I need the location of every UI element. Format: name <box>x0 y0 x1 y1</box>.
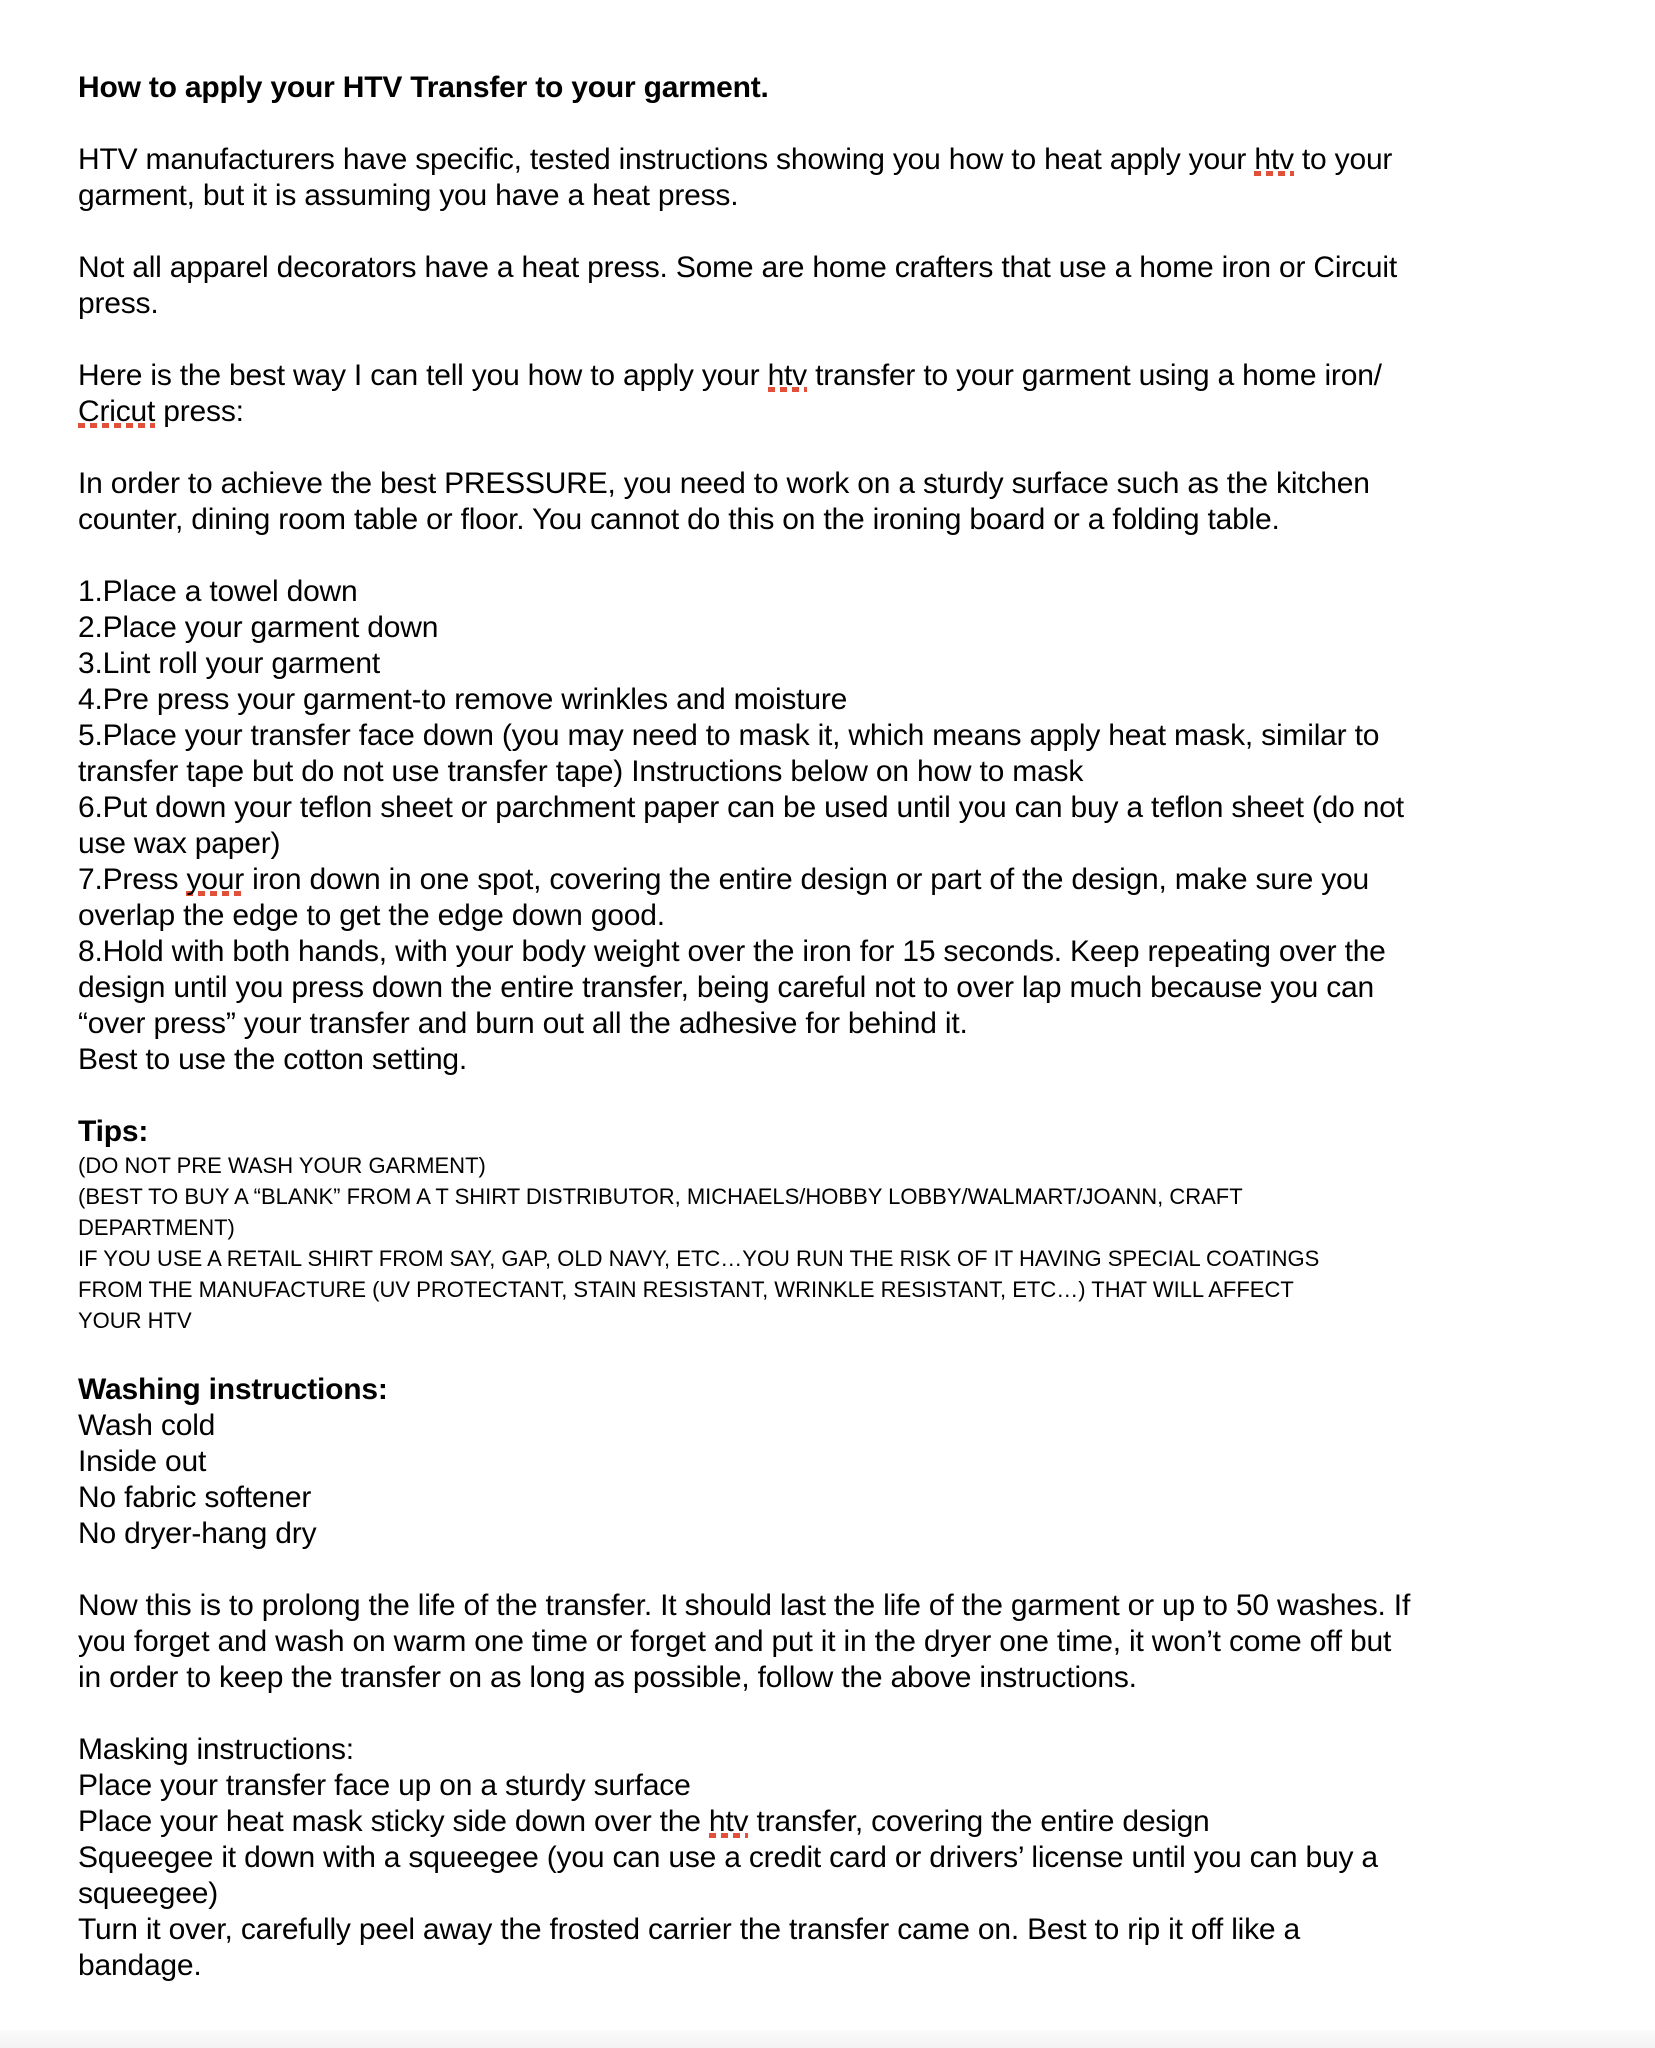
text-line <box>78 1840 1595 1876</box>
text-line <box>78 1150 1595 1181</box>
text-line <box>78 1006 1595 1042</box>
text-line <box>78 1876 1595 1912</box>
text-run: 7.Press <box>78 863 187 896</box>
text-line <box>78 754 1595 790</box>
text-run: 4.Pre press your garment-to remove wrinkles and moisture <box>78 683 848 716</box>
text-run: (DO NOT PRE WASH YOUR GARMENT) <box>78 1153 486 1178</box>
text-line <box>78 394 1595 430</box>
text-run: No fabric softener <box>78 1481 312 1514</box>
text-run: design until you press down the entire transfer, being careful not to over lap much because you can <box>78 971 1374 1004</box>
text-line <box>78 826 1595 862</box>
text-run: In order to achieve the best PRESSURE, you need to work on a sturdy surface such as the kitchen <box>78 467 1370 500</box>
text-line <box>78 574 1595 610</box>
text-line <box>78 142 1595 178</box>
paragraph-pressure <box>78 466 1595 538</box>
text-run: HTV manufacturers have specific, tested instructions showing you how to heat apply your <box>78 143 1255 176</box>
text-run: Place your transfer face up on a sturdy surface <box>78 1769 691 1802</box>
text-run: transfer tape but do not use transfer tape) Instructions below on how to mask <box>78 755 1084 788</box>
text-run: FROM THE MANUFACTURE (UV PROTECTANT, STAIN RESISTANT, WRINKLE RESISTANT, ETC…) THAT WILL AFFECT <box>78 1277 1294 1302</box>
text-line <box>78 1912 1595 1948</box>
text-line <box>78 70 1595 106</box>
text-line <box>78 898 1595 934</box>
text-run: Turn it over, carefully peel away the frosted carrier the transfer came on. Best to rip it off like a <box>78 1913 1301 1946</box>
text-run: Here is the best way I can tell you how to apply your <box>78 359 768 392</box>
text-line <box>78 466 1595 502</box>
document-content <box>78 70 1595 1984</box>
text-run: press: <box>155 395 244 428</box>
text-run: garment, but it is assuming you have a heat press. <box>78 179 739 212</box>
text-run: Inside out <box>78 1445 207 1478</box>
text-line <box>78 610 1595 646</box>
text-line <box>78 286 1595 322</box>
text-line <box>78 1588 1595 1624</box>
text-run: transfer to your garment using a home iron/ <box>806 359 1382 392</box>
numbered-steps-list <box>78 574 1595 1078</box>
text-run: Now this is to prolong the life of the transfer. It should last the life of the garment or up to 50 washes. If <box>78 1589 1411 1622</box>
text-line <box>78 1948 1595 1984</box>
text-line <box>78 178 1595 214</box>
spellcheck-underlined-word: your <box>186 863 245 896</box>
text-run: counter, dining room table or floor. You cannot do this on the ironing board or a folding table. <box>78 503 1280 536</box>
text-run: YOUR HTV <box>78 1308 192 1333</box>
text-run: 5.Place your transfer face down (you may need to mask it, which means apply heat mask, similar to <box>78 719 1380 752</box>
text-run: in order to keep the transfer on as long as possible, follow the above instructions. <box>78 1661 1137 1694</box>
text-line <box>78 1804 1595 1840</box>
doc-title <box>78 70 1595 106</box>
text-run: Tips: <box>78 1115 149 1148</box>
text-line <box>78 1480 1595 1516</box>
spellcheck-underlined-word: Cricut <box>78 395 156 428</box>
text-run: Best to use the cotton setting. <box>78 1043 468 1076</box>
text-line <box>78 862 1595 898</box>
text-run: (BEST TO BUY A “BLANK” FROM A T SHIRT DISTRIBUTOR, MICHAELS/HOBBY LOBBY/WALMART/JOANN, CRAFT <box>78 1184 1243 1209</box>
text-line <box>78 358 1595 394</box>
text-run: 3.Lint roll your garment <box>78 647 381 680</box>
text-run: overlap the edge to get the edge down good. <box>78 899 665 932</box>
text-line <box>78 1305 1595 1336</box>
text-line <box>78 718 1595 754</box>
text-run: 1.Place a towel down <box>78 575 358 608</box>
text-run: Wash cold <box>78 1409 216 1442</box>
text-line <box>78 682 1595 718</box>
text-run: press. <box>78 287 159 320</box>
text-run: bandage. <box>78 1949 202 1982</box>
text-run: Squeegee it down with a squeegee (you can use a credit card or drivers’ license until you can buy a <box>78 1841 1378 1874</box>
text-line <box>78 502 1595 538</box>
text-run: you forget and wash on warm one time or forget and put it in the dryer one time, it won’t come off but <box>78 1625 1392 1658</box>
paragraph-longevity <box>78 1588 1595 1696</box>
text-run: 6.Put down your teflon sheet or parchment paper can be used until you can buy a teflon sheet (do not <box>78 791 1404 824</box>
tips-section <box>78 1114 1595 1336</box>
text-run: transfer, covering the entire design <box>748 1805 1210 1838</box>
text-line <box>78 1768 1595 1804</box>
text-run: Not all apparel decorators have a heat press. Some are home crafters that use a home iron or Circuit <box>78 251 1397 284</box>
text-run: 8.Hold with both hands, with your body weight over the iron for 15 seconds. Keep repeating over the <box>78 935 1386 968</box>
text-run: No dryer-hang dry <box>78 1517 317 1550</box>
spellcheck-underlined-word: htv <box>708 1805 749 1838</box>
text-line <box>78 1444 1595 1480</box>
text-run: “over press” your transfer and burn out all the adhesive for behind it. <box>78 1007 968 1040</box>
spellcheck-underlined-word: htv <box>1254 143 1294 176</box>
text-line <box>78 1372 1595 1408</box>
text-run: Masking instructions: <box>78 1733 354 1766</box>
spellcheck-underlined-word: htv <box>767 359 807 392</box>
text-run: Place your heat mask sticky side down over the <box>78 1805 709 1838</box>
text-run: How to apply your HTV Transfer to your garment. <box>78 71 769 104</box>
text-run: use wax paper) <box>78 827 281 860</box>
text-line <box>78 250 1595 286</box>
text-run: to your <box>1293 143 1393 176</box>
text-line <box>78 970 1595 1006</box>
text-run: iron down in one spot, covering the entire design or part of the design, make sure you <box>244 863 1369 896</box>
paragraph-not-all-decorators <box>78 250 1595 322</box>
text-line <box>78 1042 1595 1078</box>
text-line <box>78 646 1595 682</box>
text-line <box>78 1243 1595 1274</box>
text-line <box>78 1732 1595 1768</box>
text-run: IF YOU USE A RETAIL SHIRT FROM SAY, GAP, OLD NAVY, ETC…YOU RUN THE RISK OF IT HAVING SPECIAL COATINGS <box>78 1246 1320 1271</box>
text-line <box>78 1181 1595 1212</box>
masking-instructions-section <box>78 1732 1595 1984</box>
text-run: 2.Place your garment down <box>78 611 439 644</box>
text-line <box>78 934 1595 970</box>
paragraph-best-way <box>78 358 1595 430</box>
text-line <box>78 790 1595 826</box>
text-line <box>78 1660 1595 1696</box>
washing-instructions-section <box>78 1372 1595 1552</box>
text-run: squeegee) <box>78 1877 218 1910</box>
text-line <box>78 1274 1595 1305</box>
text-line <box>78 1624 1595 1660</box>
text-line <box>78 1408 1595 1444</box>
text-run: Washing instructions: <box>78 1373 388 1406</box>
window-footer-bar <box>0 2030 1655 2048</box>
text-run: DEPARTMENT) <box>78 1215 235 1240</box>
text-line <box>78 1114 1595 1150</box>
paragraph-manufacturers <box>78 142 1595 214</box>
text-line <box>78 1516 1595 1552</box>
text-line <box>78 1212 1595 1243</box>
